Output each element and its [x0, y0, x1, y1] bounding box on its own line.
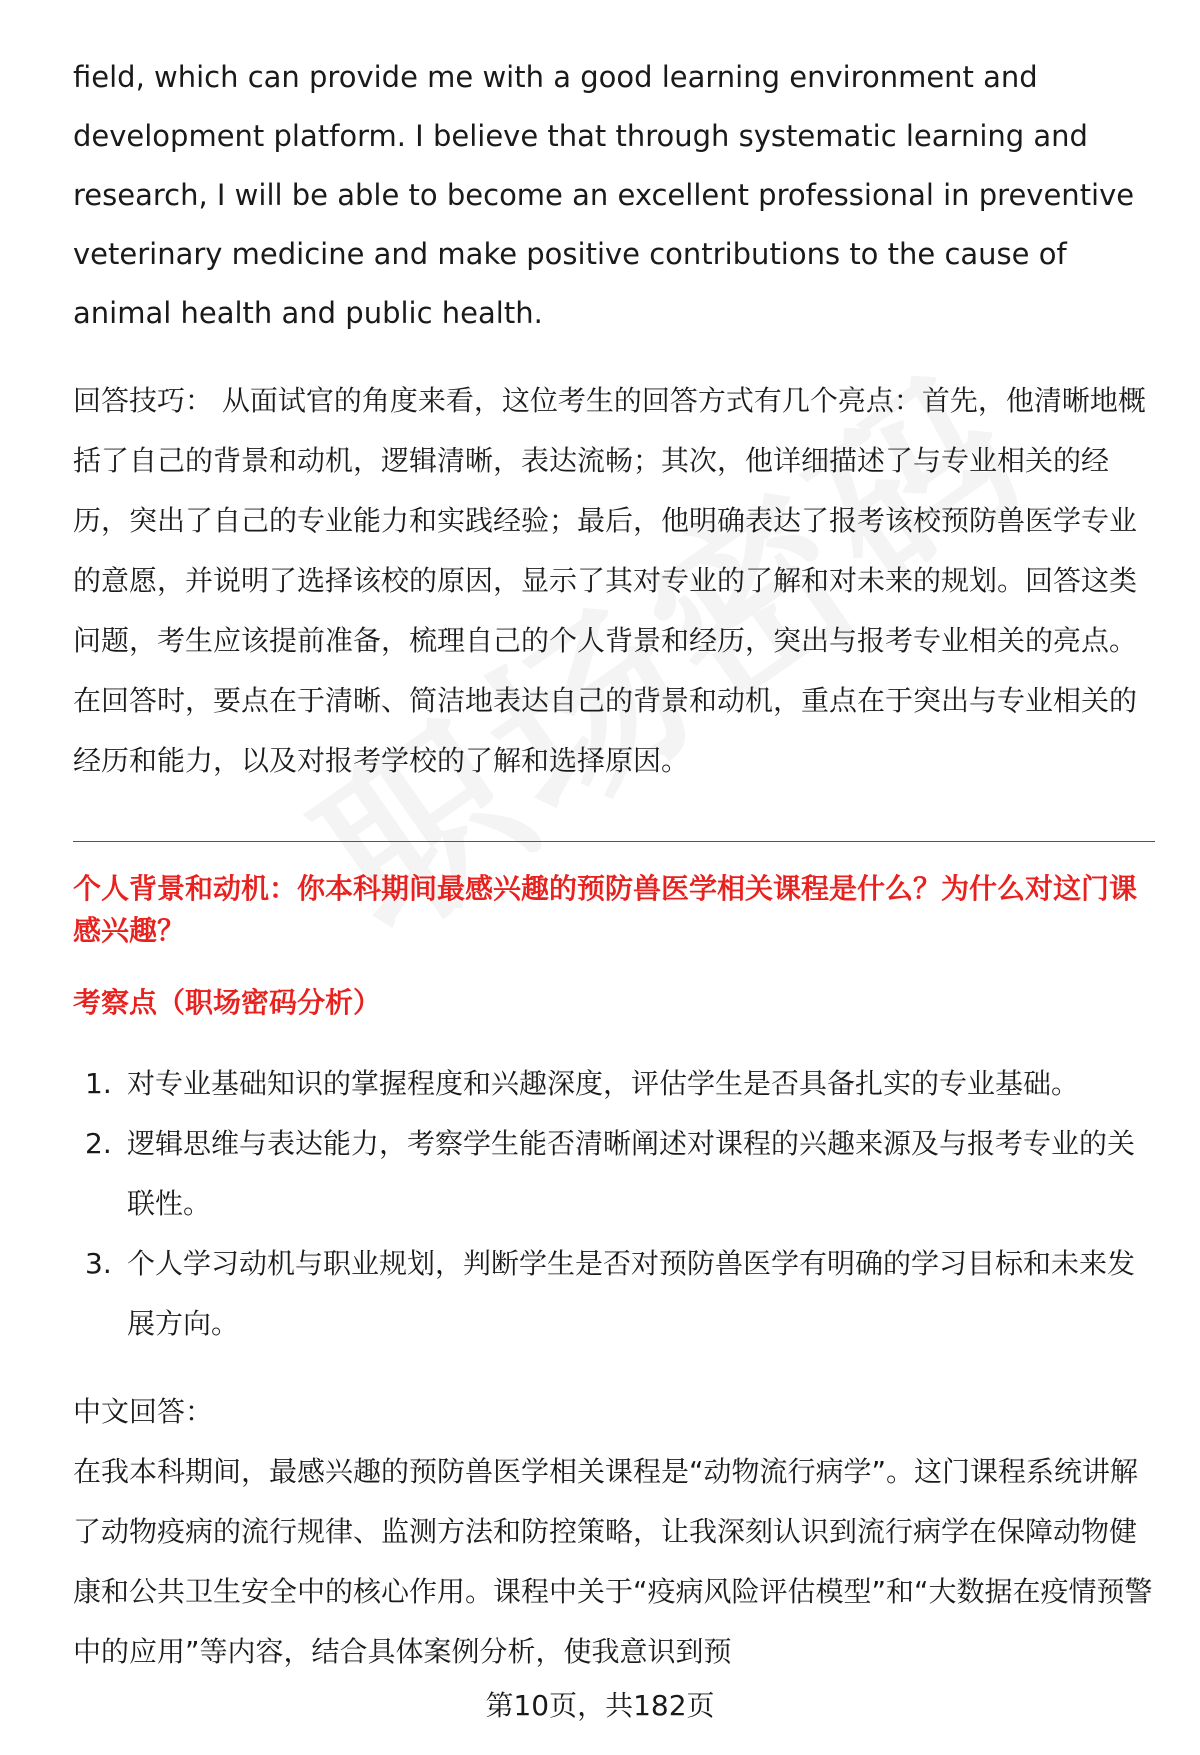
list-item-number: 3. — [85, 1247, 112, 1280]
list-item-text: 对专业基础知识的掌握程度和兴趣深度，评估学生是否具备扎实的专业基础。 — [127, 1067, 1080, 1100]
page-content — [73, 48, 1155, 1682]
tips-paragraph: 回答技巧： 从面试官的角度来看，这位考生的回答方式有几个亮点：首先，他清晰地概括了自己的背景和动机，逻辑清晰，表达流畅；其次，他详细描述了与专业相关的经历，突出了自己的专业能力和实践经验；最后，他明确表达了报考该校预防兽医学专业的意愿，并说明了选择该校的原因，显示了其对专业的了解和对未来的规划。回答这类问题，考生应该提前准备，梳理自己的个人背景和经历，突出与报考专业相关的亮点。在回答时，要点在于清晰、简洁地表达自己的背景和动机，重点在于突出与专业相关的经历和能力，以及对报考学校的了解和选择原因。 — [73, 384, 1146, 777]
list-item — [73, 1054, 1155, 1114]
list-item-number: 2. — [85, 1127, 112, 1160]
list-item-number: 1. — [85, 1067, 112, 1100]
list-item-text: 逻辑思维与表达能力，考察学生能否清晰阐述对课程的兴趣来源及与报考专业的关联性。 — [127, 1127, 1136, 1220]
list-item — [73, 1114, 1155, 1234]
analysis-points-list — [73, 1054, 1155, 1354]
page-footer: 第10页，共182页 — [485, 1689, 715, 1722]
answer-paragraph: 在我本科期间，最感兴趣的预防兽医学相关课程是“动物流行病学”。这门课程系统讲解了动物疫病的流行规律、监测方法和防控策略，让我深刻认识到流行病学在保障动物健康和公共卫生安全中的核心作用。课程中关于“疫病风险评估模型”和“大数据在疫情预警中的应用”等内容，结合具体案例分析，使我意识到预 — [73, 1455, 1153, 1668]
list-item-text: 个人学习动机与职业规划，判断学生是否对预防兽医学有明确的学习目标和未来发展方向。 — [127, 1247, 1136, 1340]
list-item — [73, 1234, 1155, 1354]
question-heading: 个人背景和动机：你本科期间最感兴趣的预防兽医学相关课程是什么？为什么对这门课感兴趣？ — [73, 872, 1138, 947]
analysis-heading: 考察点（职场密码分析） — [73, 986, 382, 1019]
answer-label: 中文回答： — [73, 1395, 214, 1428]
section-divider — [73, 841, 1155, 842]
intro-paragraph-en: field, which can provide me with a good learning environment and development platform. I believe that through systematic learning and research, I will be able to become an excellent professional in preventive veterinary medicine and make positive contributions to the cause of animal health and public health. — [73, 60, 1135, 330]
